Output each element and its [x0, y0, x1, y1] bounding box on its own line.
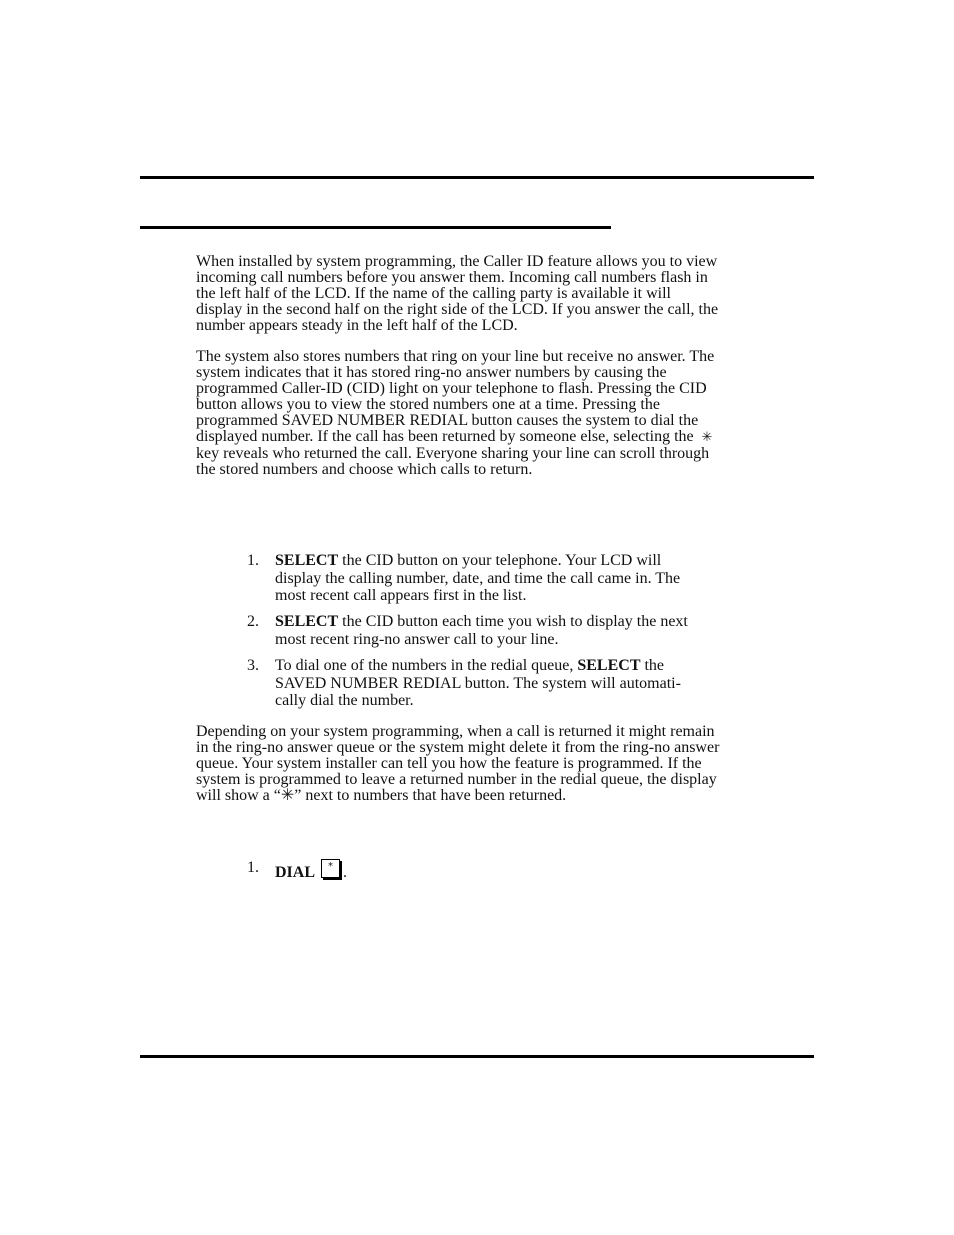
- step-item: [247, 552, 767, 613]
- step-item: [247, 657, 767, 710]
- stored-numbers-paragraph: [196, 349, 771, 478]
- text-line: [275, 859, 767, 882]
- text-line: display in the second half on the right side of the LCD. If you answer the call, the: [196, 301, 719, 318]
- text-line: incoming call numbers before you answer them. Incoming call numbers flash in: [196, 269, 708, 286]
- text-line: key reveals who returned the call. Everyone sharing your line can scroll through: [196, 445, 710, 462]
- text-line: When installed by system programming, the Caller ID feature allows you to view: [196, 253, 718, 270]
- text-line: The system also stores numbers that ring on your line but receive no answer. The: [196, 348, 715, 365]
- text-line: [275, 613, 767, 631]
- text-fragment: the CID button each time you wish to display the next: [338, 613, 688, 630]
- star-key-icon: ✳: [701, 430, 713, 445]
- text-line: number appears steady in the left half of the LCD.: [196, 317, 518, 334]
- text-fragment: To dial one of the numbers in the redial queue,: [275, 657, 578, 674]
- text-line: programmed SAVED NUMBER REDIAL button causes the system to dial the: [196, 412, 699, 429]
- text-line: most recent ring-no answer call to your line.: [275, 630, 559, 648]
- text-fragment: the CID button on your telephone. Your LCD will: [338, 552, 662, 569]
- text-line: [196, 429, 771, 446]
- text-line: queue. Your system installer can tell you how the feature is programmed. If the: [196, 755, 702, 772]
- step-item: [247, 859, 767, 882]
- action-word: SELECT: [577, 657, 641, 674]
- text-line: in the ring-no answer queue or the system might delete it from the ring-no answer: [196, 739, 720, 756]
- text-fragment: displayed number. If the call has been returned by someone else, selecting the: [196, 428, 694, 445]
- text-fragment: .: [343, 864, 348, 881]
- action-word: SELECT: [275, 613, 339, 630]
- text-line: the stored numbers and choose which calls to return.: [196, 461, 533, 478]
- text-line: [275, 552, 767, 570]
- key-label: *: [328, 861, 334, 872]
- step-item: [247, 613, 767, 657]
- text-line: the left half of the LCD. If the name of the calling party is available it will: [196, 285, 671, 302]
- text-line: cally dial the number.: [275, 692, 414, 709]
- text-line: programmed Caller-ID (CID) light on your telephone to flash. Pressing the CID: [196, 380, 707, 397]
- text-line: most recent call appears first in the list.: [275, 587, 527, 604]
- step-number: 2.: [247, 613, 259, 630]
- action-word: DIAL: [275, 864, 316, 881]
- header-rule: [140, 176, 814, 179]
- step-number: 3.: [247, 657, 259, 674]
- intro-paragraph: [196, 254, 771, 334]
- star-key-icon: [321, 859, 340, 878]
- text-fragment: the: [640, 657, 665, 674]
- view-steps-list: [247, 552, 767, 710]
- section-rule: [140, 226, 611, 229]
- text-line: will show a “✳” next to numbers that have been returned.: [196, 787, 567, 804]
- text-line: [275, 657, 767, 675]
- action-word: SELECT: [275, 552, 339, 569]
- text-line: system indicates that it has stored ring-no answer numbers by causing the: [196, 364, 667, 381]
- text-line: Depending on your system programming, when a call is returned it might remain: [196, 723, 715, 740]
- text-line: SAVED NUMBER REDIAL button. The system will automati-: [275, 674, 681, 692]
- text-line: button allows you to view the stored numbers one at a time. Pressing the: [196, 396, 660, 413]
- returned-calls-paragraph: [196, 724, 771, 804]
- text-line: system is programmed to leave a returned number in the redial queue, the display: [196, 771, 717, 788]
- text-line: display the calling number, date, and time the call came in. The: [275, 569, 681, 587]
- step-number: 1.: [247, 552, 259, 569]
- footer-rule: [140, 1055, 814, 1058]
- dial-steps-list: [247, 859, 767, 882]
- step-number: 1.: [247, 859, 259, 876]
